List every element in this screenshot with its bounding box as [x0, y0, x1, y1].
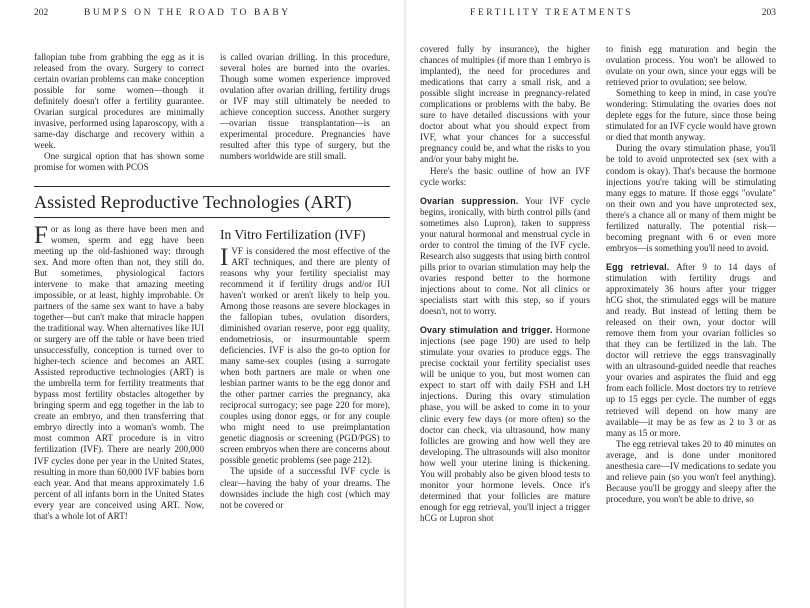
- paragraph-text: After 9 to 14 days of stimulation with fertility drugs and approximately 36 hours after your trigger hCG shot, the stimulated eggs will be mature and ready. But instead of letting them be released on their own, your doctor will remove them from your ovarian follicles so that they can be fertilized in the lab. The doctor will retrieve the eggs transvaginally with an ultrasound-guided needle that reaches your ovaries and aspirates the fluid and egg from each follicle. Most doctors try to retrieve up to 15 eggs per cycle. The number of eggs retrieved will depend on how many are available—it may be as few as 2 to 3 or as many as 15 or more.: [606, 261, 776, 438]
- ovarian-suppression-paragraph: [420, 196, 590, 318]
- right-col-2: [606, 44, 776, 524]
- paragraph: covered fully by insurance), the higher chances of multiples (if more than 1 embryo is implanted), the need for procedures and medications that carry a small risk, and a possible slight increase in pregnancy-related complications or problems with the baby. Be sure to have detailed discussions with your doctor about what you should expect from IVF, what your chances for a successful pregnancy could be, and what the risks to you and/or your baby might be.: [420, 44, 590, 165]
- ivf-paragraph-1: [220, 243, 390, 467]
- drop-cap: F: [34, 221, 48, 249]
- left-running-title: BUMPS ON THE ROAD TO BABY: [84, 8, 291, 18]
- paragraph: One surgical option that has shown some promise for women with PCOS: [34, 151, 204, 173]
- right-page-number: 203: [761, 8, 776, 18]
- right-running-head: [420, 8, 776, 24]
- art-intro-text: or as long as there have been men and women, sperm and egg have been meeting up the old-fashioned way: through sex. And more often than not, they still do. But sometimes, physiological factors intervene to make that amazing meeting impossible, or at least, highly improbable. Or partners of the same sex want to have a baby together—but can't make that miracle happen the traditional way. When alternatives like IUI or surgery are off the table or have been tried unsuccessfully, conception is turned over to higher-tech science and becomes an ART. Assisted reproductive technologies (ART) is the umbrella term for fertility treatments that bypass most fertility obstacles altogether by bringing sperm and egg together in the lab to create an embryo, and then transferring that embryo directly into a woman's womb. The most common ART procedure is in vitro fertilization (IVF). There are nearly 200,000 IVF cycles done per year in the United States, resulting in more than 60,000 IVF babies born each year. And that means approximately 1.6 percent of all infants born in the United States every year are conceived using ART. Now, that's a whole lot of ART!: [34, 223, 204, 521]
- left-page-number: 202: [34, 8, 49, 18]
- ivf-subheading: In Vitro Fertilization (IVF): [220, 226, 366, 242]
- ivf-paragraph-2: The upside of a successful IVF cycle is clear—having the baby of your dreams. The downsides include the high cost (which may not be covered or: [220, 466, 390, 510]
- paragraph: to finish egg maturation and begin the ovulation process. You won't be allowed to ovulate on your own, since your eggs will be retrieved prior to ovulation; see below.: [606, 44, 776, 88]
- runin-heading: Ovary stimulation and trigger.: [420, 325, 553, 336]
- right-running-title: FERTILITY TREATMENTS: [470, 8, 634, 18]
- paragraph-text: Your IVF cycle begins, ironically, with birth control pills (and sometimes also Lupron), taken to suppress your natural hormonal and menstrual cycle in order to control the timing of the IVF cycle. Research also suggests that using birth control pills prior to ovarian stimulation may help the ovaries respond better to the hormone injections about to come. Not all clinics or specialists start with this step, so if yours doesn't, not to worry.: [420, 195, 590, 317]
- art-intro-column: [34, 221, 204, 522]
- right-col-1: [420, 44, 590, 524]
- paragraph: During the ovary stimulation phase, you'll be told to avoid unprotected sex (sex with a condom is okay). That's because the hormone injections you're taking will be stimulating many eggs to mature. If those eggs "ovulate" on their own and you have unprotected sex, there's a chance all or many of them might be fertilized naturally. The potential risk—becoming pregnant with 6 or even more embryos—is something you'll need to avoid.: [606, 143, 776, 253]
- right-page: [406, 0, 810, 608]
- left-running-head: [34, 8, 390, 24]
- ovary-stimulation-paragraph: [420, 325, 590, 524]
- paragraph: Something to keep in mind, in case you're wondering: Stimulating the ovaries does not deplete eggs for the future, since those being stimulated for an IVF cycle would have grown or died that month anyway.: [606, 88, 776, 143]
- paragraph-text: Hormone injections (see page 190) are used to help stimulate your ovaries to produce eggs. The precise cocktail your fertility specialist uses will be unique to you, but most women can expect to start off with daily FSH and LH injections. During this ovary stimulation phase, you will be asked to come in to your clinic every few days (or more often) so the doctor can check, via ultrasound, how many follicles are growing and how well they are developing. The ultrasounds will also monitor how well your uterine lining is thickening. You will probably also be given blood tests to monitor your hormone levels. Once it's determined that your follicles are mature enough for egg retrieval, you'll inject a trigger hCG or Lupron shot: [420, 325, 591, 523]
- left-top-col-1: [34, 52, 204, 174]
- left-top-columns: [34, 52, 390, 174]
- paragraph: The egg retrieval takes 20 to 40 minutes on average, and is done under monitored anesthesia care—IV medications to sedate you and relieve pain (so you won't feel anything). Because you'll be groggy and sleepy after the procedure, you won't be able to drive, so: [606, 438, 776, 504]
- section-title: Assisted Reproductive Technologies (ART): [34, 191, 352, 212]
- runin-heading: Ovarian suppression.: [420, 195, 519, 206]
- drop-cap: I: [220, 243, 229, 271]
- right-columns: [420, 44, 776, 524]
- paragraph: fallopian tube from grabbing the egg as it is released from the ovary. Surgery to correct certain ovarian problems can make conception possible for some women—though it definitely doesn't offer a fertility guarantee. Ovarian surgical procedures are minimally invasive, performed using laparoscopy, with a same-day discharge and recovery within a week.: [34, 52, 204, 151]
- ivf-column: [220, 224, 390, 522]
- egg-retrieval-paragraph: [606, 262, 776, 439]
- art-intro-paragraph: [34, 221, 204, 522]
- paragraph: is called ovarian drilling. In this procedure, several holes are burned into the ovaries. Though some women experience improved ovulation after ovarian drilling, fertility drugs or IVF may still ultimately be needed to achieve conception success. Another surgery—ovarian tissue transplantation—is an experimental procedure. Pregnancies have resulted after this type of surgery, but the numbers worldwide are still small.: [220, 52, 390, 162]
- paragraph: Here's the basic outline of how an IVF cycle works:: [420, 165, 590, 187]
- section-rule: [34, 186, 390, 187]
- left-top-col-2: [220, 52, 390, 174]
- runin-heading: Egg retrieval.: [606, 261, 670, 272]
- section-underline: [34, 217, 390, 218]
- ivf-text-1: VF is considered the most effective of the ART techniques, and there are plenty of reasons why your fertility specialist may recommend it if fertility drugs and/or IUI haven't worked or aren't likely to help you. Among those reasons are severe blockages in the fallopian tubes, ovulation disorders, diminished ovarian reserve, poor egg quality, endometriosis, or insurmountable sperm deficiencies. IVF is also the go-to option for many same-sex couples (using a surrogate when both partners are male or when one lesbian partner wants to be the egg donor and the other partner carries the pregnancy, aka reciprocal surrogacy; see page 220 for more), couples using donor eggs, or for any couple who might need to use preimplantation genetic diagnosis or screening (PGD/PGS) to screen embryos when there are concerns about possible genetic problems (see page 212).: [220, 245, 390, 466]
- left-art-columns: [34, 221, 390, 522]
- left-page: [0, 0, 404, 608]
